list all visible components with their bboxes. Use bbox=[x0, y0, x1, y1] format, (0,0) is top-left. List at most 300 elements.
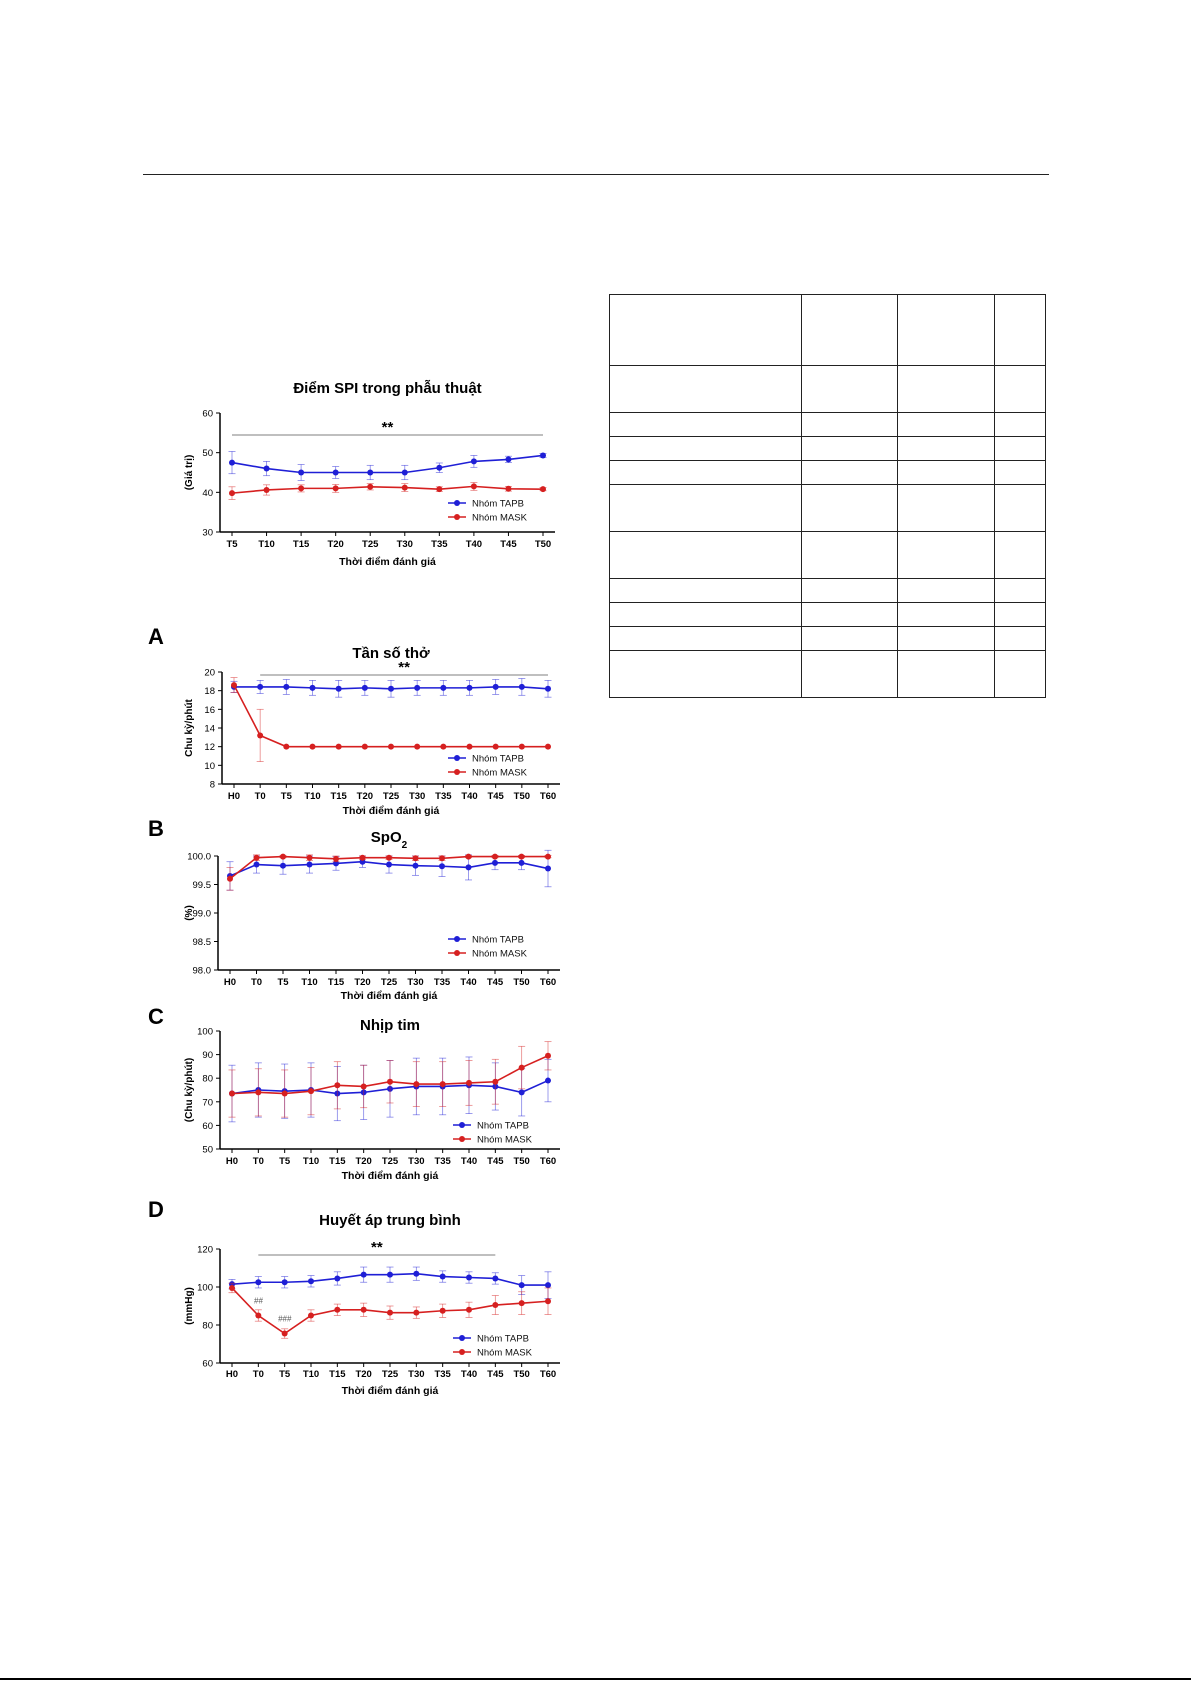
legend-marker bbox=[454, 936, 460, 942]
table-cell bbox=[898, 651, 995, 698]
data-point bbox=[545, 854, 551, 860]
x-tick-label: T20 bbox=[327, 539, 344, 550]
x-tick-label: H0 bbox=[223, 977, 237, 988]
heart-rate-chart-svg bbox=[140, 1004, 580, 1190]
table-cell bbox=[898, 485, 995, 532]
y-tick-label: 100 bbox=[197, 1026, 213, 1038]
x-tick-label: T30 bbox=[408, 1369, 425, 1380]
data-point bbox=[367, 470, 373, 476]
y-tick-label: 30 bbox=[202, 527, 213, 539]
x-axis-label: Thời điểm đánh giá bbox=[341, 1170, 439, 1182]
data-point bbox=[227, 876, 233, 882]
y-tick-label: 90 bbox=[202, 1050, 213, 1062]
x-tick-label: T25 bbox=[382, 791, 400, 802]
x-tick-label: T30 bbox=[408, 791, 426, 802]
y-tick-label: 70 bbox=[202, 1097, 213, 1109]
legend-marker bbox=[459, 1335, 465, 1341]
table-cell bbox=[995, 413, 1046, 437]
table-cell bbox=[610, 413, 802, 437]
y-tick-label: 99.0 bbox=[192, 908, 211, 920]
data-point bbox=[308, 1278, 314, 1284]
x-tick-label: T50 bbox=[534, 539, 552, 550]
table-cell bbox=[610, 579, 802, 603]
legend-marker bbox=[454, 514, 460, 520]
data-point bbox=[333, 470, 339, 476]
data-point bbox=[466, 1080, 472, 1086]
table-cell bbox=[995, 603, 1046, 627]
data-point bbox=[229, 460, 235, 466]
x-tick-label: T50 bbox=[513, 977, 530, 988]
data-point bbox=[545, 1078, 551, 1084]
x-tick-label: T60 bbox=[539, 1156, 557, 1167]
y-tick-label: 10 bbox=[204, 760, 215, 772]
x-tick-label: T5 bbox=[279, 1156, 291, 1167]
x-tick-label: T15 bbox=[330, 791, 347, 802]
x-tick-label: T40 bbox=[460, 1369, 478, 1380]
x-tick-label: T30 bbox=[396, 539, 413, 550]
data-point bbox=[360, 855, 366, 861]
y-tick-label: 100 bbox=[197, 1282, 213, 1294]
table-row bbox=[610, 651, 1046, 698]
x-tick-label: T45 bbox=[487, 1156, 504, 1167]
x-tick-label: H0 bbox=[225, 1156, 239, 1167]
legend-marker bbox=[454, 755, 460, 761]
table-cell bbox=[995, 461, 1046, 485]
spo2-chart bbox=[140, 816, 580, 1002]
panel-letter: D bbox=[148, 1197, 164, 1222]
series-line bbox=[232, 455, 543, 472]
series-line bbox=[232, 486, 543, 493]
table-cell bbox=[610, 461, 802, 485]
data-point bbox=[308, 1088, 314, 1094]
legend-marker bbox=[459, 1349, 465, 1355]
data-point bbox=[257, 732, 263, 738]
x-tick-label: T15 bbox=[327, 977, 345, 988]
table-cell bbox=[801, 532, 898, 579]
legend-label: Nhóm TAPB bbox=[472, 753, 524, 765]
legend-label: Nhóm MASK bbox=[477, 1347, 532, 1359]
legend-label: Nhóm TAPB bbox=[477, 1333, 529, 1345]
mean-arterial-pressure-chart bbox=[140, 1197, 580, 1403]
y-tick-label: 99.5 bbox=[192, 880, 211, 891]
data-point bbox=[388, 686, 394, 692]
annotation-label: ### bbox=[277, 1314, 292, 1324]
legend-marker bbox=[454, 769, 460, 775]
y-axis-label: (Giá trị) bbox=[184, 454, 195, 491]
data-point bbox=[255, 1313, 261, 1319]
data-point bbox=[333, 856, 339, 862]
data-point bbox=[413, 1081, 419, 1087]
x-tick-label: T45 bbox=[487, 1369, 504, 1380]
data-point bbox=[283, 744, 289, 750]
data-point bbox=[361, 1307, 367, 1313]
heart-rate-chart bbox=[140, 1004, 580, 1190]
data-point bbox=[492, 1079, 498, 1085]
data-point bbox=[466, 854, 472, 860]
x-tick-label: T10 bbox=[304, 791, 321, 802]
y-tick-label: 50 bbox=[202, 1144, 213, 1156]
x-tick-label: H0 bbox=[227, 791, 241, 802]
x-tick-label: T35 bbox=[433, 977, 451, 988]
data-point bbox=[282, 1331, 288, 1337]
table-cell bbox=[801, 461, 898, 485]
data-point bbox=[231, 682, 237, 688]
table-cell bbox=[610, 366, 802, 413]
y-tick-label: 120 bbox=[197, 1244, 213, 1256]
legend-label: Nhóm TAPB bbox=[472, 498, 524, 510]
legend-label: Nhóm MASK bbox=[472, 767, 527, 779]
y-tick-label: 14 bbox=[204, 723, 215, 735]
table-row bbox=[610, 627, 1046, 651]
chart-title: Huyết áp trung bình bbox=[319, 1212, 461, 1229]
x-tick-label: T30 bbox=[407, 977, 424, 988]
table-cell bbox=[610, 532, 802, 579]
x-tick-label: T20 bbox=[356, 791, 374, 802]
x-tick-label: T35 bbox=[431, 539, 448, 550]
x-tick-label: T0 bbox=[254, 791, 266, 802]
significance-label: ** bbox=[398, 659, 410, 676]
data-point bbox=[439, 855, 445, 861]
data-point bbox=[519, 854, 525, 860]
data-point bbox=[386, 862, 392, 868]
data-point bbox=[283, 684, 289, 690]
table-cell bbox=[610, 627, 802, 651]
table-row bbox=[610, 579, 1046, 603]
data-point bbox=[280, 863, 286, 869]
data-point bbox=[308, 1313, 314, 1319]
x-tick-label: T50 bbox=[513, 791, 531, 802]
x-tick-label: T0 bbox=[252, 1369, 264, 1380]
x-tick-label: T20 bbox=[354, 977, 371, 988]
data-point bbox=[334, 1082, 340, 1088]
data-point bbox=[540, 452, 546, 458]
table-cell bbox=[801, 485, 898, 532]
y-tick-label: 16 bbox=[204, 704, 215, 716]
table-cell bbox=[995, 579, 1046, 603]
x-tick-label: T40 bbox=[461, 791, 478, 802]
data-point bbox=[310, 744, 316, 750]
data-point bbox=[413, 1271, 419, 1277]
data-point bbox=[387, 1272, 393, 1278]
table-cell bbox=[801, 603, 898, 627]
data-point bbox=[333, 485, 339, 491]
data-point bbox=[334, 1307, 340, 1313]
panel-letter: C bbox=[148, 1004, 164, 1029]
data-point bbox=[362, 685, 368, 691]
legend-label: Nhóm MASK bbox=[477, 1134, 532, 1146]
data-point bbox=[282, 1091, 288, 1097]
data-point bbox=[282, 1279, 288, 1285]
legend-marker bbox=[454, 950, 460, 956]
table-cell bbox=[801, 366, 898, 413]
legend-label: Nhóm TAPB bbox=[477, 1120, 529, 1132]
y-tick-label: 20 bbox=[204, 667, 215, 679]
table-cell bbox=[610, 603, 802, 627]
x-tick-label: T10 bbox=[301, 977, 318, 988]
table-row bbox=[610, 461, 1046, 485]
x-tick-label: T35 bbox=[434, 1156, 451, 1167]
table-cell bbox=[898, 295, 995, 366]
header-rule bbox=[143, 174, 1049, 175]
data-point bbox=[545, 1282, 551, 1288]
data-point bbox=[387, 1079, 393, 1085]
x-tick-label: T0 bbox=[250, 977, 263, 988]
data-point bbox=[519, 1065, 525, 1071]
y-tick-label: 80 bbox=[202, 1073, 213, 1085]
table-cell bbox=[801, 437, 898, 461]
data-point bbox=[361, 1083, 367, 1089]
data-point bbox=[519, 1089, 525, 1095]
x-tick-label: T25 bbox=[380, 977, 398, 988]
data-point bbox=[492, 854, 498, 860]
x-tick-label: T15 bbox=[329, 1156, 346, 1167]
table-cell bbox=[995, 627, 1046, 651]
table-cell bbox=[898, 413, 995, 437]
table-cell bbox=[995, 437, 1046, 461]
table-cell bbox=[898, 532, 995, 579]
table-cell bbox=[995, 366, 1046, 413]
legend-label: Nhóm MASK bbox=[472, 948, 527, 960]
x-tick-label: T35 bbox=[434, 1369, 451, 1380]
x-tick-label: T45 bbox=[500, 539, 517, 550]
x-tick-label: T60 bbox=[539, 977, 557, 988]
legend-marker bbox=[459, 1136, 465, 1142]
x-tick-label: T0 bbox=[252, 1156, 264, 1167]
data-point bbox=[413, 863, 419, 869]
data-point bbox=[440, 685, 446, 691]
legend-label: Nhóm MASK bbox=[472, 512, 527, 524]
data-point bbox=[439, 863, 445, 869]
data-point bbox=[467, 744, 473, 750]
y-tick-label: 100.0 bbox=[187, 851, 211, 863]
table-cell bbox=[995, 295, 1046, 366]
x-axis-label: Thời điểm đánh giá bbox=[342, 805, 440, 817]
table-cell bbox=[898, 627, 995, 651]
data-table bbox=[609, 294, 1046, 698]
data-point bbox=[298, 485, 304, 491]
y-axis-label: (%) bbox=[184, 905, 195, 921]
data-point bbox=[471, 458, 477, 464]
y-tick-label: 18 bbox=[204, 686, 215, 698]
table-row bbox=[610, 437, 1046, 461]
spo2-chart-svg bbox=[140, 816, 580, 1002]
data-point bbox=[254, 855, 260, 861]
data-point bbox=[440, 1081, 446, 1087]
data-point bbox=[519, 744, 525, 750]
annotation-label: ## bbox=[253, 1296, 263, 1306]
data-point bbox=[466, 1307, 472, 1313]
x-tick-label: T40 bbox=[465, 539, 483, 550]
table-row bbox=[610, 532, 1046, 579]
y-tick-label: 80 bbox=[202, 1320, 213, 1332]
x-tick-label: T25 bbox=[381, 1156, 399, 1167]
legend-label: Nhóm TAPB bbox=[472, 934, 524, 946]
data-point bbox=[413, 855, 419, 861]
x-tick-label: T5 bbox=[279, 1369, 291, 1380]
table-row bbox=[610, 603, 1046, 627]
y-tick-label: 60 bbox=[202, 408, 213, 420]
data-point bbox=[229, 490, 235, 496]
x-tick-label: T45 bbox=[486, 977, 504, 988]
table-row bbox=[610, 366, 1046, 413]
x-tick-label: T30 bbox=[408, 1156, 425, 1167]
x-tick-label: T40 bbox=[460, 977, 477, 988]
x-tick-label: T5 bbox=[277, 977, 289, 988]
table-cell bbox=[801, 413, 898, 437]
x-axis-label: Thời điểm đánh giá bbox=[341, 1385, 439, 1397]
y-axis-label: (mmHg) bbox=[184, 1287, 195, 1325]
table-cell bbox=[898, 579, 995, 603]
data-point bbox=[336, 686, 342, 692]
y-tick-label: 8 bbox=[209, 779, 215, 791]
table-cell bbox=[610, 437, 802, 461]
table-row bbox=[610, 295, 1046, 366]
data-point bbox=[493, 744, 499, 750]
x-tick-label: T5 bbox=[280, 791, 292, 802]
y-axis-label: Chu kỳ/phút bbox=[184, 699, 195, 757]
table-cell bbox=[610, 485, 802, 532]
x-tick-label: T20 bbox=[355, 1156, 372, 1167]
table-cell bbox=[801, 651, 898, 698]
data-point bbox=[229, 1091, 235, 1097]
data-point bbox=[440, 1274, 446, 1280]
data-point bbox=[545, 1053, 551, 1059]
data-point bbox=[519, 860, 525, 866]
data-point bbox=[229, 1285, 235, 1291]
data-point bbox=[414, 744, 420, 750]
data-point bbox=[545, 744, 551, 750]
data-point bbox=[255, 1279, 261, 1285]
table-cell bbox=[995, 532, 1046, 579]
data-point bbox=[361, 1272, 367, 1278]
data-point bbox=[545, 866, 551, 872]
data-point bbox=[387, 1310, 393, 1316]
x-tick-label: T15 bbox=[329, 1369, 346, 1380]
data-point bbox=[466, 864, 472, 870]
y-tick-label: 60 bbox=[202, 1358, 213, 1370]
x-tick-label: T25 bbox=[362, 539, 379, 550]
data-point bbox=[471, 483, 477, 489]
data-point bbox=[545, 1298, 551, 1304]
data-point bbox=[440, 744, 446, 750]
data-point bbox=[310, 685, 316, 691]
data-point bbox=[466, 1275, 472, 1281]
x-tick-label: T50 bbox=[513, 1156, 530, 1167]
data-point bbox=[467, 685, 473, 691]
chart-title: SpO$_2$ bbox=[370, 829, 408, 851]
data-point bbox=[280, 854, 286, 860]
x-tick-label: T25 bbox=[381, 1369, 399, 1380]
significance-label: ** bbox=[370, 1239, 383, 1256]
data-point bbox=[255, 1089, 261, 1095]
table-row bbox=[610, 413, 1046, 437]
data-point bbox=[402, 485, 408, 491]
data-point bbox=[386, 855, 392, 861]
x-tick-label: T40 bbox=[460, 1156, 478, 1167]
data-point bbox=[492, 1275, 498, 1281]
data-point bbox=[505, 486, 511, 492]
data-point bbox=[298, 470, 304, 476]
data-point bbox=[257, 684, 263, 690]
chart-title: Điểm SPI trong phẫu thuật bbox=[293, 380, 482, 397]
x-axis-label: Thời điểm đánh giá bbox=[340, 990, 438, 1002]
spi-chart bbox=[140, 375, 580, 575]
table-cell bbox=[801, 295, 898, 366]
y-tick-label: 60 bbox=[202, 1120, 213, 1132]
respiratory-rate-chart-svg bbox=[140, 624, 580, 817]
data-point bbox=[336, 744, 342, 750]
table-cell bbox=[801, 579, 898, 603]
data-point bbox=[264, 466, 270, 472]
data-point bbox=[402, 470, 408, 476]
x-tick-label: T10 bbox=[258, 539, 275, 550]
data-point bbox=[307, 862, 313, 868]
y-tick-label: 12 bbox=[204, 742, 215, 754]
data-point bbox=[492, 860, 498, 866]
table-cell bbox=[610, 295, 802, 366]
data-point bbox=[362, 744, 368, 750]
table-cell bbox=[898, 366, 995, 413]
table-cell bbox=[801, 627, 898, 651]
data-point bbox=[493, 684, 499, 690]
legend-marker bbox=[459, 1122, 465, 1128]
table-cell bbox=[610, 651, 802, 698]
table-cell bbox=[898, 461, 995, 485]
data-point bbox=[388, 744, 394, 750]
data-point bbox=[367, 484, 373, 490]
table-cell bbox=[898, 603, 995, 627]
y-tick-label: 98.5 bbox=[192, 937, 211, 948]
data-point bbox=[440, 1308, 446, 1314]
x-tick-label: H0 bbox=[225, 1369, 239, 1380]
y-tick-label: 40 bbox=[202, 487, 213, 499]
data-point bbox=[519, 684, 525, 690]
x-tick-label: T10 bbox=[302, 1156, 320, 1167]
data-point bbox=[254, 862, 260, 868]
data-point bbox=[307, 855, 313, 861]
panel-letter: B bbox=[148, 816, 164, 841]
data-point bbox=[436, 465, 442, 471]
table-cell bbox=[995, 485, 1046, 532]
table-cell bbox=[898, 437, 995, 461]
data-point bbox=[519, 1300, 525, 1306]
y-tick-label: 50 bbox=[202, 448, 213, 460]
x-tick-label: T60 bbox=[539, 791, 557, 802]
data-point bbox=[334, 1275, 340, 1281]
data-point bbox=[505, 456, 511, 462]
data-point bbox=[264, 487, 270, 493]
respiratory-rate-chart bbox=[140, 624, 580, 817]
data-point bbox=[492, 1302, 498, 1308]
x-tick-label: T50 bbox=[513, 1369, 530, 1380]
chart-title: Tần số thở bbox=[352, 645, 430, 662]
x-tick-label: T45 bbox=[487, 791, 504, 802]
x-tick-label: T15 bbox=[292, 539, 310, 550]
x-tick-label: T5 bbox=[226, 539, 238, 550]
spi-chart-svg bbox=[140, 375, 580, 575]
x-tick-label: T10 bbox=[302, 1369, 320, 1380]
legend-marker bbox=[454, 500, 460, 506]
chart-title-subscript: 2 bbox=[401, 839, 408, 851]
chart-title: Nhịp tim bbox=[360, 1017, 420, 1034]
mean-arterial-pressure-chart-svg bbox=[140, 1197, 580, 1403]
data-point bbox=[545, 686, 551, 692]
x-tick-label: T20 bbox=[355, 1369, 372, 1380]
x-axis-label: Thời điểm đánh giá bbox=[339, 556, 436, 568]
y-tick-label: 98.0 bbox=[192, 965, 211, 977]
data-point bbox=[540, 486, 546, 492]
footer-rule bbox=[0, 1678, 1191, 1680]
